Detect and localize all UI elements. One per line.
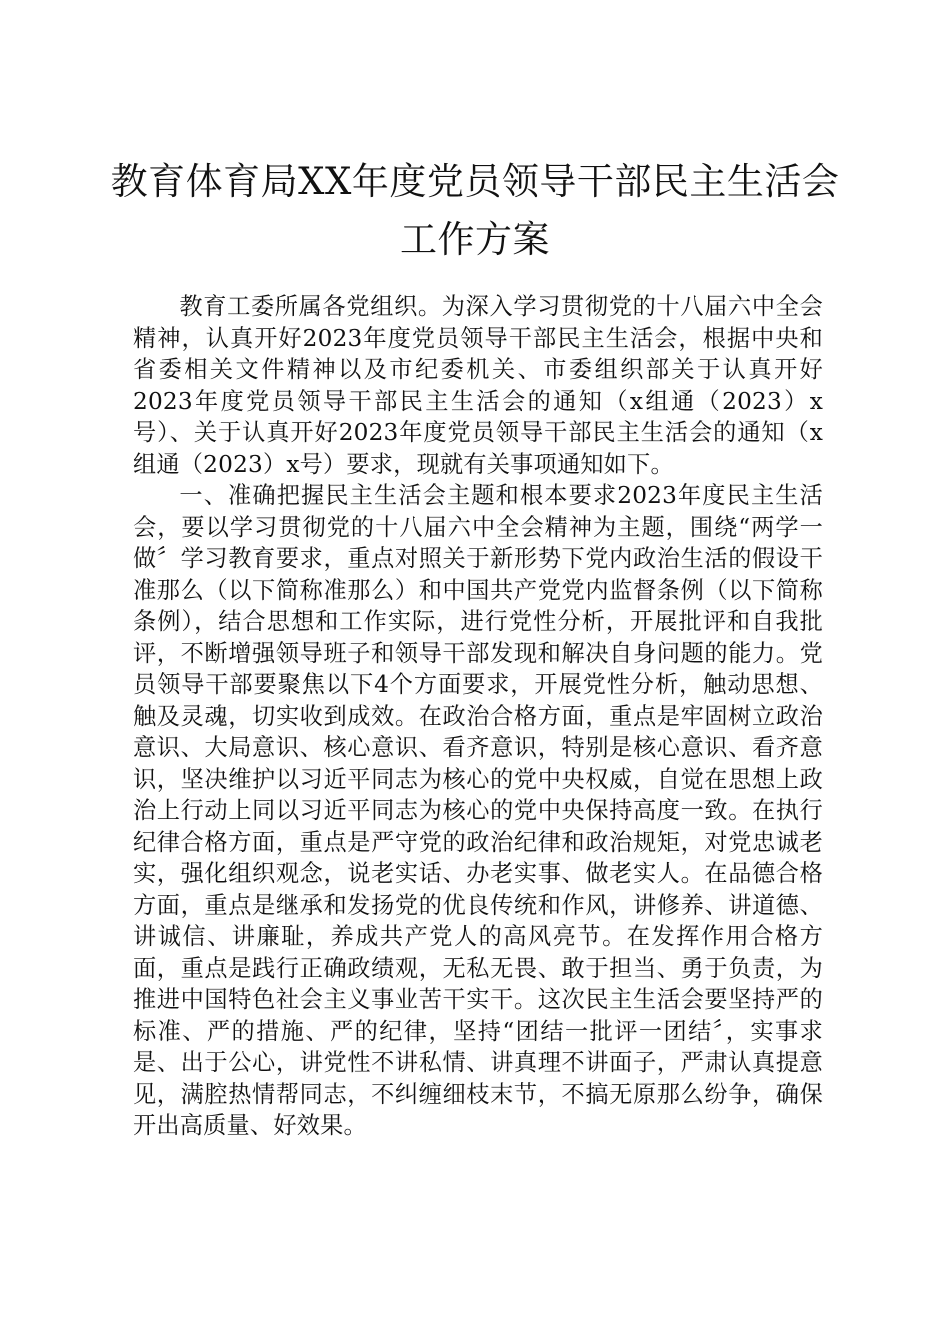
- document-title-line-1: 教育体育局XX年度党员领导干部民主生活会: [110, 160, 840, 203]
- document-body: [133, 291, 823, 1142]
- document-title-line-2: 工作方案: [400, 218, 550, 261]
- section-one-paragraph: 一、准确把握民主生活会主题和根本要求2023年度民主生活会，要以学习贯彻党的十八届六中全会精神为主题，围绕“两学一做〞学习教育要求，重点对照关于新形势下党内政治生活的假设干准那么（以下简称准那么）和中国共产党党内监督条例（以下简称条例），结合思想和工作实际，进行党性分析，开展批评和自我批评，不断增强领导班子和领导干部发现和解决自身问题的能力。党员领导干部要聚焦以下4个方面要求，开展党性分析，触动思想、触及灵魂，切实收到成效。在政治合格方面，重点是牢固树立政治意识、大局意识、核心意识、看齐意识，特别是核心意识、看齐意识，坚决维护以习近平同志为核心的党中央权威，自觉在思想上政治上行动上同以习近平同志为核心的党中央保持高度一致。在执行纪律合格方面，重点是严守党的政治纪律和政治规矩，对党忠诚老实，强化组织观念，说老实话、办老实事、做老实人。在品德合格方面，重点是继承和发扬党的优良传统和作风，讲修养、讲道德、讲诚信、讲廉耻，养成共产党人的高风亮节。在发挥作用合格方面，重点是践行正确政绩观，无私无畏、敢于担当、勇于负责，为推进中国特色社会主义事业苦干实干。这次民主生活会要坚持严的标准、严的措施、严的纪律，坚持“团结一批评一团结〞，实事求是、出于公心，讲党性不讲私情、讲真理不讲面子，严肃认真提意见，满腔热情帮同志，不纠缠细枝末节，不搞无原那么纷争，确保开出高质量、好效果。: [133, 482, 823, 1139]
- intro-paragraph: 教育工委所属各党组织。为深入学习贯彻党的十八届六中全会精神，认真开好2023年度党员领导干部民主生活会，根据中央和省委相关文件精神以及市纪委机关、市委组织部关于认真开好2023年度党员领导干部民主生活会的通知（x组通（2023）x号）、关于认真开好2023年度党员领导干部民主生活会的通知（x组通（2023）x号）要求，现就有关事项通知如下。: [133, 293, 823, 478]
